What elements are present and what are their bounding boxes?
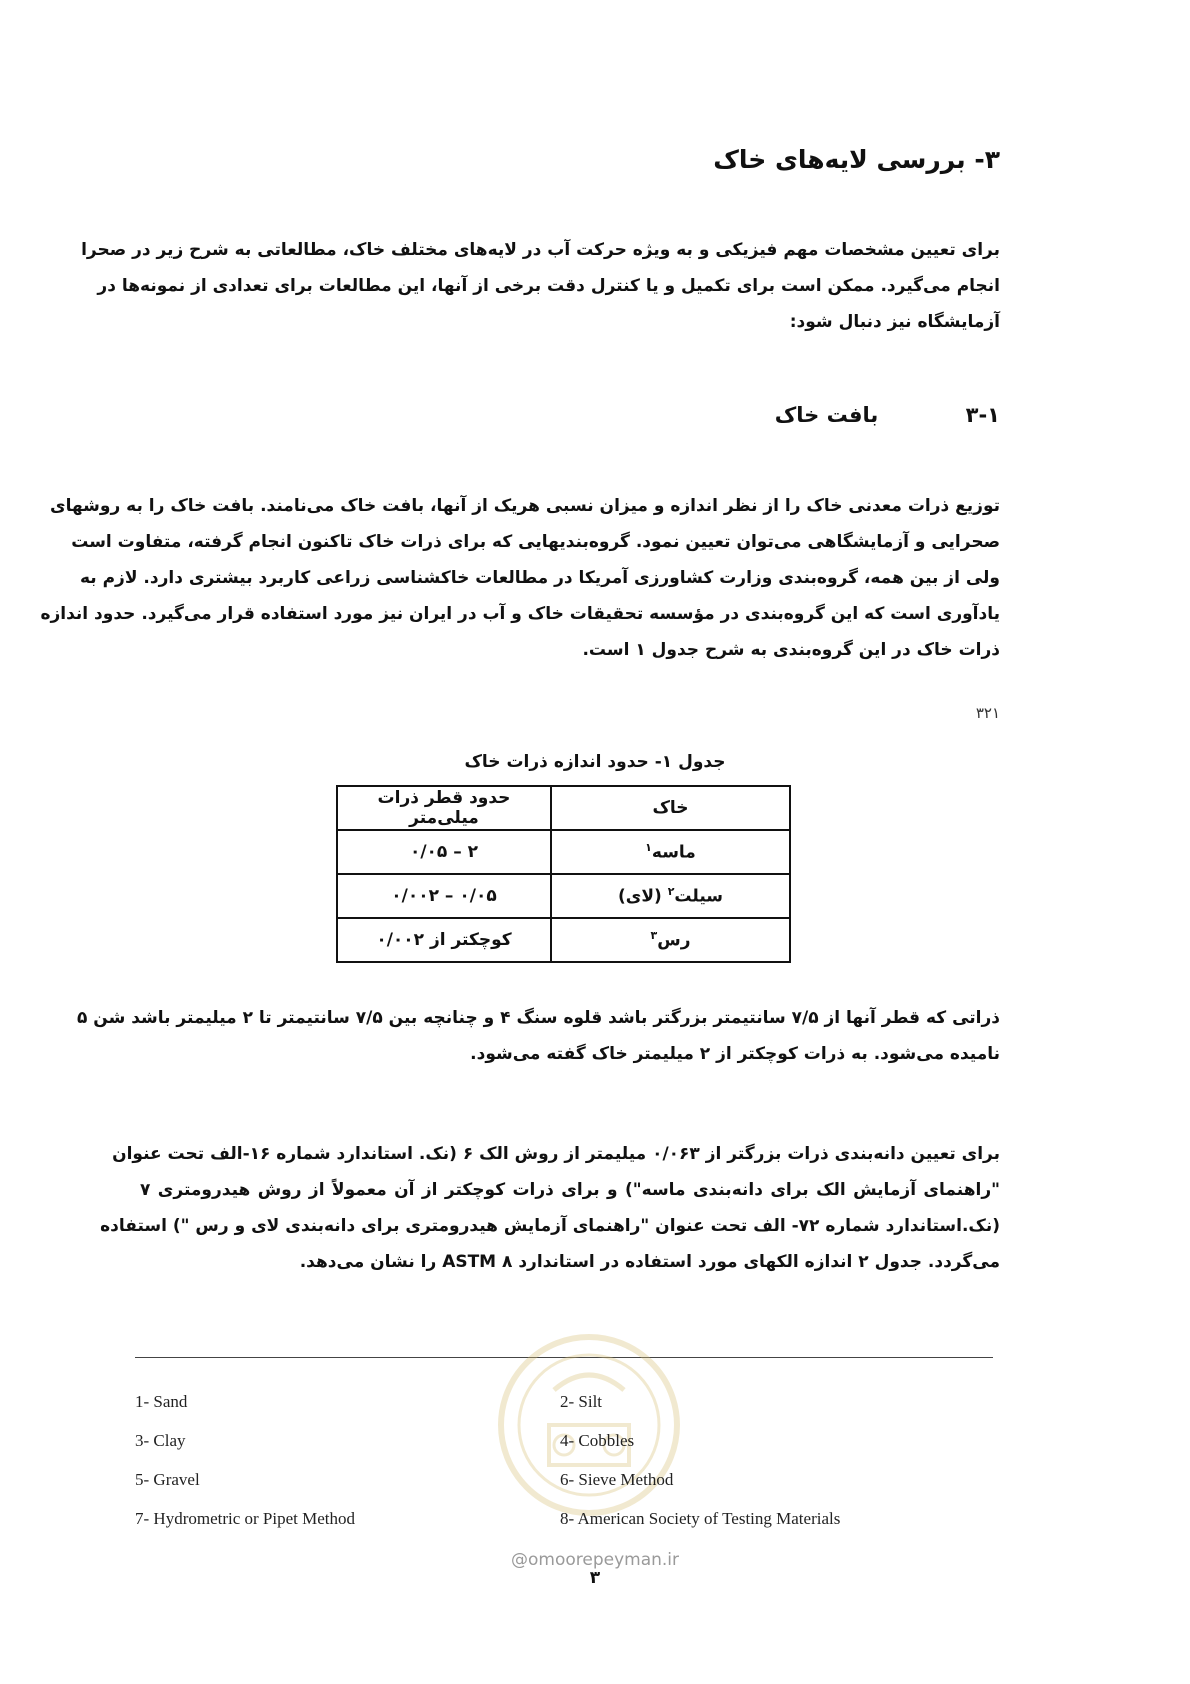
intro-line: برای تعیین مشخصات مهم فیزیکی و به ویژه حرکت آب در لایه‌های مختلف خاک، مطالعاتی به شرح زیر در صحرا [81,240,1000,260]
texture-line: صحرایی و آزمایشگاهی می‌توان تعیین نمود. گروه‌بندیهایی که برای ذرات خاک تاکنون انجام گرفته، متفاوت است [71,532,1000,552]
header-range: حدود قطر ذرات میلی‌متر [337,786,551,830]
sieve-line: برای تعیین دانه‌بندی ذرات بزرگتر از ۰/۰۶۳ میلیمتر از روش الک ۶ (نک. استاندارد شماره ۱۶-الف تحت عنوان [112,1144,1000,1164]
footnote-5: 5- Gravel [135,1470,200,1489]
footnote-marker: ۳ [650,929,658,943]
header-soil: خاک [551,786,790,830]
texture-paragraph [40,488,1000,668]
range-cell: ۲ – ۰/۰۵ [337,830,551,874]
intro-paragraph [81,232,1000,340]
soil-cell [551,918,790,962]
gravel-paragraph [76,1000,1000,1072]
page-reference: ۳۲۱ [975,704,1000,722]
page-number: ۳ [589,1568,601,1588]
range-cell: ۰/۰۵ – ۰/۰۰۲ [337,874,551,918]
soil-alt-name: (لای) [617,886,662,907]
subheading-number: ۳-۱ [965,403,1000,427]
footnote-4: 4- Cobbles [560,1431,635,1450]
sieve-line: می‌گردد. جدول ۲ اندازه الکهای مورد استفاده در استاندارد ASTM ۸ را نشان می‌دهد. [299,1252,1000,1272]
texture-line: توزیع ذرات معدنی خاک را از نظر اندازه و میزان نسبی هریک از آنها، بافت خاک می‌نامند. بافت خاک را به روشهای [50,496,1000,516]
subheading [775,403,1000,427]
soil-name: رس [657,930,691,951]
table-row [337,918,790,962]
soil-name: سیلت [674,886,723,907]
table-header-row [337,786,790,830]
sieve-paragraph [100,1136,1000,1280]
soil-cell [551,830,790,874]
table-row [337,874,790,918]
section-heading: ۳- بررسی لایه‌های خاک [713,145,1000,174]
texture-line: یادآوری است که این گروه‌بندی در مؤسسه تحقیقات خاک و آب در ایران نیز مورد استفاده قرار می‌گیرد. حدود اندازه [40,604,1000,624]
footnote-2: 2- Silt [560,1392,603,1411]
footnote-6: 6- Sieve Method [560,1470,674,1489]
sieve-line: (نک.استاندارد شماره ۷۲- الف تحت عنوان "راهنمای آزمایش هیدرومتری برای دانه‌بندی لای و رس ") استفاده [100,1216,1000,1236]
soil-name: ماسه [651,842,696,863]
footnote-marker: ۱ [645,841,652,855]
texture-line: ذرات خاک در این گروه‌بندی به شرح جدول ۱ است. [582,640,1000,660]
soil-size-table [336,785,791,963]
footnote-marker: ۲ [667,885,675,899]
texture-line: ولی از بین همه، گروه‌بندی وزارت کشاورزی آمریکا در مطالعات خاکشناسی زراعی کاربرد بیشتری دارد. لازم به [79,568,1000,588]
seal-watermark-icon [494,1330,684,1520]
subheading-title: بافت خاک [774,403,879,427]
table-caption: جدول ۱- حدود اندازه ذرات خاک [464,752,726,772]
footnote-3: 3- Clay [135,1431,186,1450]
footnote-8: 8- American Society of Testing Materials [560,1509,841,1528]
intro-line: انجام می‌گیرد. ممکن است برای تکمیل و یا کنترل دقت برخی از آنها، این مطالعات برای تعدادی از نمونه‌ها در [97,276,1000,296]
gravel-line: نامیده می‌شود. به ذرات کوچکتر از ۲ میلیمتر خاک گفته می‌شود. [470,1044,1000,1064]
gravel-line: ذراتی که قطر آنها از ۷/۵ سانتیمتر بزرگتر باشد قلوه سنگ ۴ و چنانچه بین ۷/۵ سانتیمتر تا ۲ میلیمتر باشد شن ۵ [76,1008,1000,1028]
intro-line: آزمایشگاه نیز دنبال شود: [789,312,1000,332]
sieve-line: "راهنمای آزمایش الک برای دانه‌بندی ماسه") و برای ذرات کوچکتر از آن معمولاً از روش هیدرومتری ۷ [140,1180,1000,1200]
table-row [337,830,790,874]
footnote-7: 7- Hydrometric or Pipet Method [135,1509,356,1528]
soil-cell [551,874,790,918]
range-cell: کوچکتر از ۰/۰۰۲ [337,918,551,962]
footnote-1: 1- Sand [135,1392,188,1411]
watermark-site: @omoorepeyman.ir [510,1550,680,1570]
